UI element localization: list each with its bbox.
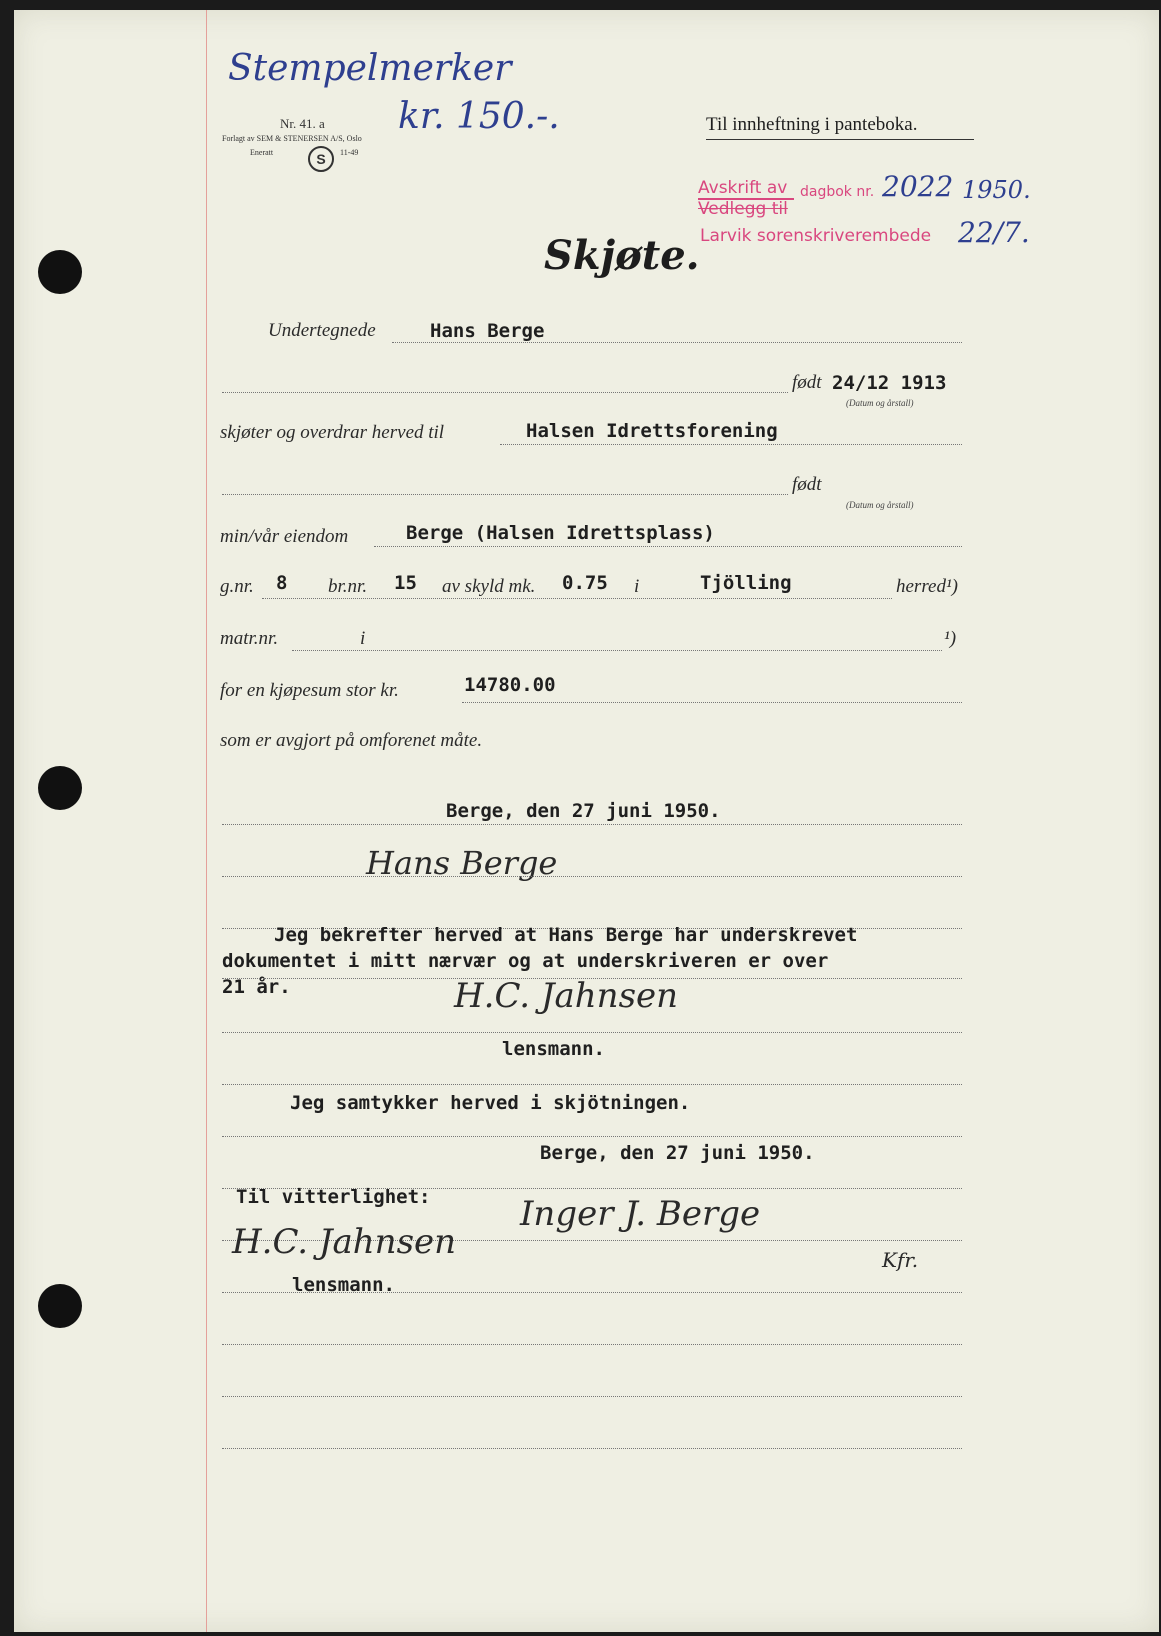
label-matr-i: i bbox=[360, 628, 366, 649]
instruction-underline bbox=[706, 139, 974, 140]
dotted-line bbox=[222, 1084, 962, 1085]
dotted-line bbox=[222, 494, 788, 495]
caption-date-year-2: (Datum og årstall) bbox=[846, 500, 914, 510]
punch-hole bbox=[38, 1284, 82, 1328]
seller-birthdate: 24/12 1913 bbox=[832, 372, 947, 394]
form-code: 11-49 bbox=[340, 148, 359, 157]
stamp-dagbok-label: dagbok nr. bbox=[800, 184, 875, 200]
dotted-line bbox=[500, 444, 962, 445]
buyer-name: Halsen Idrettsforening bbox=[526, 420, 778, 442]
dotted-line bbox=[392, 342, 962, 343]
label-price: for en kjøpesum stor kr. bbox=[220, 680, 399, 701]
stamp-line-3: Larvik sorenskriverembede bbox=[700, 226, 932, 246]
form-instruction: Til innheftning i panteboka. bbox=[706, 114, 918, 135]
confirm-line-1: Jeg bekrefter herved at Hans Berge har underskrevet bbox=[274, 924, 858, 946]
label-brnr: br.nr. bbox=[328, 576, 368, 597]
dotted-line bbox=[222, 1448, 962, 1449]
punch-hole bbox=[38, 250, 82, 294]
label-i: i bbox=[634, 576, 640, 597]
handwritten-dagbok-year: 1950. bbox=[962, 176, 1031, 204]
lensmann-title-2: lensmann. bbox=[292, 1274, 395, 1296]
gnr-value: 8 bbox=[276, 572, 288, 594]
label-herred: herred¹) bbox=[896, 576, 958, 597]
dotted-line bbox=[222, 824, 962, 825]
seller-name: Hans Berge bbox=[430, 320, 545, 342]
consent-text: Jeg samtykker herved i skjötningen. bbox=[290, 1092, 691, 1114]
form-publisher: Forlagt av SEM & STENERSEN A/S, Oslo bbox=[222, 134, 362, 143]
purchase-price: 14780.00 bbox=[464, 674, 556, 696]
label-property: min/vår eiendom bbox=[220, 526, 349, 547]
dotted-line bbox=[222, 1136, 962, 1137]
dotted-line bbox=[222, 392, 788, 393]
label-born: født bbox=[792, 372, 822, 393]
municipality: Tjölling bbox=[700, 572, 792, 594]
brnr-value: 15 bbox=[394, 572, 417, 594]
margin-line bbox=[206, 10, 207, 1632]
witness-signature: H.C. Jahnsen bbox=[232, 1222, 457, 1262]
dotted-line bbox=[222, 1292, 962, 1293]
lensmann-title-1: lensmann. bbox=[502, 1038, 605, 1060]
handwritten-stamp-note: Stempelmerker bbox=[228, 48, 512, 89]
dotted-line bbox=[292, 650, 942, 651]
label-matr: matr.nr. bbox=[220, 628, 279, 649]
dotted-line bbox=[222, 1396, 962, 1397]
punch-hole bbox=[38, 766, 82, 810]
label-settled: som er avgjort på omforenet måte. bbox=[220, 730, 483, 751]
handwritten-dagbok-number: 2022 bbox=[882, 170, 954, 203]
dotted-line bbox=[262, 598, 892, 599]
stamp-line-2: Vedlegg til bbox=[698, 199, 788, 219]
seller-signature: Hans Berge bbox=[366, 844, 558, 882]
label-matr-end: ¹) bbox=[944, 628, 957, 649]
witness-label: Til vitterlighet: bbox=[236, 1186, 431, 1208]
form-rights: Eneratt bbox=[250, 148, 274, 157]
label-gnr: g.nr. bbox=[220, 576, 254, 597]
place-date-1: Berge, den 27 juni 1950. bbox=[446, 800, 721, 822]
dotted-line bbox=[222, 1032, 962, 1033]
handwritten-date: 22/7. bbox=[958, 216, 1030, 249]
dotted-line bbox=[374, 546, 962, 547]
stamp-line-1: Avskrift av bbox=[698, 178, 788, 198]
dotted-line bbox=[462, 702, 962, 703]
dotted-line bbox=[222, 1344, 962, 1345]
label-born-2: født bbox=[792, 474, 822, 495]
document-page bbox=[14, 10, 1159, 1632]
label-undersigned: Undertegnede bbox=[268, 320, 376, 341]
property-name: Berge (Halsen Idrettsplass) bbox=[406, 522, 715, 544]
caption-date-year: (Datum og årstall) bbox=[846, 398, 914, 408]
dotted-line bbox=[222, 876, 962, 877]
document-title: Skjøte. bbox=[544, 232, 700, 279]
publisher-logo: S bbox=[308, 146, 334, 172]
handwritten-amount: kr. 150.-. bbox=[398, 96, 560, 137]
confirm-line-2: dokumentet i mitt nærvær og at underskriveren er over bbox=[222, 950, 829, 972]
officer-signature: H.C. Jahnsen bbox=[454, 976, 679, 1016]
label-skyld: av skyld mk. bbox=[442, 576, 536, 597]
place-date-2: Berge, den 27 juni 1950. bbox=[540, 1142, 815, 1164]
spouse-signature: Inger J. Berge bbox=[520, 1194, 761, 1234]
label-transfers-to: skjøter og overdrar herved til bbox=[220, 422, 445, 443]
skyld-value: 0.75 bbox=[562, 572, 608, 594]
confirm-line-3: 21 år. bbox=[222, 976, 291, 998]
form-number: Nr. 41. a bbox=[280, 116, 325, 131]
initials: Kfr. bbox=[882, 1248, 919, 1272]
